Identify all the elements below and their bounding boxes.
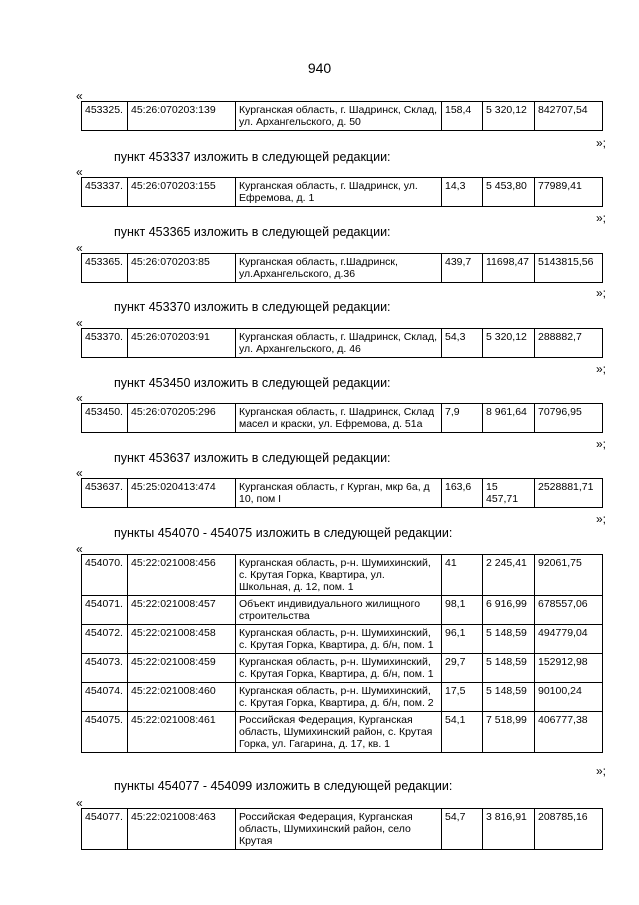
open-quote: « [76,466,83,480]
cell-price: 6 916,99 [483,596,535,625]
close-quote: »; [596,437,607,451]
table-row [82,404,603,433]
cell-num: 453365. [82,254,128,283]
cell-cadastre: 45:26:070205:296 [128,404,236,433]
close-quote: »; [596,512,607,526]
cell-num: 453637. [82,479,128,508]
table-row [82,479,603,508]
cell-cadastre: 45:25:020413:474 [128,479,236,508]
cell-area: 54,1 [442,712,483,753]
cell-address: Курганская область, г. Шадринск, Склад, ул. Архангельского, д. 46 [236,329,442,358]
instruction-text: пункты 454070 - 454075 изложить в следующей редакции: [114,526,453,540]
cell-price: 5 148,59 [483,654,535,683]
instruction-text: пункт 453337 изложить в следующей редакции: [114,150,391,164]
cell-total: 494779,04 [535,625,603,654]
table-row [82,596,603,625]
cell-address: Курганская область, р-н. Шумихинский, с. Крутая Горка, Квартира, д. б/н, пом. 2 [236,683,442,712]
cell-total: 208785,16 [535,809,603,850]
cell-price: 3 816,91 [483,809,535,850]
cell-cadastre: 45:26:070203:85 [128,254,236,283]
cell-cadastre: 45:26:070203:91 [128,329,236,358]
register-table [81,101,603,131]
cell-address: Курганская область, г. Шадринск, Склад масел и краски, ул. Ефремова, д. 51а [236,404,442,433]
cell-num: 453450. [82,404,128,433]
cell-num: 454074. [82,683,128,712]
cell-price: 15 457,71 [483,479,535,508]
cell-address: Курганская область, р-н. Шумихинский, с. Крутая Горка, Квартира, д. б/н, пом. 1 [236,654,442,683]
cell-address: Курганская область, г.Шадринск, ул.Архангельского, д.36 [236,254,442,283]
cell-num: 453325. [82,102,128,131]
cell-area: 41 [442,555,483,596]
cell-total: 70796,95 [535,404,603,433]
register-table [81,808,603,850]
cell-price: 5 148,59 [483,625,535,654]
cell-cadastre: 45:22:021008:457 [128,596,236,625]
cell-cadastre: 45:22:021008:456 [128,555,236,596]
cell-price: 8 961,64 [483,404,535,433]
instruction-text: пункт 453365 изложить в следующей редакции: [114,225,391,239]
cell-address: Курганская область, р-н. Шумихинский, с. Крутая Горка, Квартира, ул. Школьная, д. 12, пом. 1 [236,555,442,596]
cell-address: Российская Федерация, Курганская область, Шумихинский район, с. Крутая Горка, ул. Гагарина, д. 17, кв. 1 [236,712,442,753]
cell-address: Курганская область, г Курган, мкр 6а, д 10, пом I [236,479,442,508]
open-quote: « [76,391,83,405]
close-quote: »; [596,211,607,225]
table-row [82,809,603,850]
cell-cadastre: 45:22:021008:460 [128,683,236,712]
cell-cadastre: 45:22:021008:463 [128,809,236,850]
cell-num: 454077. [82,809,128,850]
cell-total: 152912,98 [535,654,603,683]
cell-cadastre: 45:26:070203:139 [128,102,236,131]
cell-num: 454072. [82,625,128,654]
cell-price: 2 245,41 [483,555,535,596]
instruction-text: пункт 453637 изложить в следующей редакции: [114,451,391,465]
table-row [82,555,603,596]
register-table [81,177,603,207]
cell-area: 17,5 [442,683,483,712]
register-table [81,554,603,753]
page-number: 940 [307,60,332,76]
cell-address: Курганская область, г. Шадринск, ул. Ефремова, д. 1 [236,178,442,207]
cell-total: 406777,38 [535,712,603,753]
cell-area: 439,7 [442,254,483,283]
cell-total: 842707,54 [535,102,603,131]
cell-area: 14,3 [442,178,483,207]
cell-num: 454075. [82,712,128,753]
open-quote: « [76,89,83,103]
close-quote: »; [596,136,607,150]
cell-address: Объект индивидуального жилищного строительства [236,596,442,625]
cell-cadastre: 45:22:021008:458 [128,625,236,654]
cell-area: 54,7 [442,809,483,850]
cell-area: 158,4 [442,102,483,131]
open-quote: « [76,316,83,330]
cell-price: 11698,47 [483,254,535,283]
cell-area: 96,1 [442,625,483,654]
cell-cadastre: 45:22:021008:461 [128,712,236,753]
table-row [82,178,603,207]
table-row [82,625,603,654]
cell-address: Курганская область, г. Шадринск, Склад, ул. Архангельского, д. 50 [236,102,442,131]
table-row [82,654,603,683]
open-quote: « [76,542,83,556]
cell-area: 7,9 [442,404,483,433]
register-table [81,403,603,433]
table-row [82,712,603,753]
cell-num: 453370. [82,329,128,358]
cell-area: 163,6 [442,479,483,508]
open-quote: « [76,165,83,179]
cell-price: 5 148,59 [483,683,535,712]
table-row [82,683,603,712]
register-table [81,253,603,283]
cell-total: 288882,7 [535,329,603,358]
cell-total: 5143815,56 [535,254,603,283]
close-quote: »; [596,764,607,778]
table-row [82,329,603,358]
cell-total: 92061,75 [535,555,603,596]
table-row [82,254,603,283]
cell-total: 678557,06 [535,596,603,625]
cell-address: Российская Федерация, Курганская область, Шумихинский район, село Крутая [236,809,442,850]
cell-price: 5 453,80 [483,178,535,207]
close-quote: »; [596,362,607,376]
cell-num: 454071. [82,596,128,625]
register-table [81,478,603,508]
instruction-text: пункт 453370 изложить в следующей редакции: [114,300,391,314]
cell-price: 5 320,12 [483,329,535,358]
cell-area: 29,7 [442,654,483,683]
cell-price: 5 320,12 [483,102,535,131]
cell-price: 7 518,99 [483,712,535,753]
cell-total: 90100,24 [535,683,603,712]
cell-area: 54,3 [442,329,483,358]
cell-num: 454073. [82,654,128,683]
cell-total: 77989,41 [535,178,603,207]
open-quote: « [76,241,83,255]
cell-cadastre: 45:22:021008:459 [128,654,236,683]
close-quote: »; [596,286,607,300]
register-table [81,328,603,358]
open-quote: « [76,796,83,810]
cell-num: 454070. [82,555,128,596]
cell-total: 2528881,71 [535,479,603,508]
cell-area: 98,1 [442,596,483,625]
cell-cadastre: 45:26:070203:155 [128,178,236,207]
table-row [82,102,603,131]
instruction-text: пункт 453450 изложить в следующей редакции: [114,376,391,390]
instruction-text: пункты 454077 - 454099 изложить в следующей редакции: [114,779,453,793]
cell-num: 453337. [82,178,128,207]
cell-address: Курганская область, р-н. Шумихинский, с. Крутая Горка, Квартира, д. б/н, пом. 1 [236,625,442,654]
